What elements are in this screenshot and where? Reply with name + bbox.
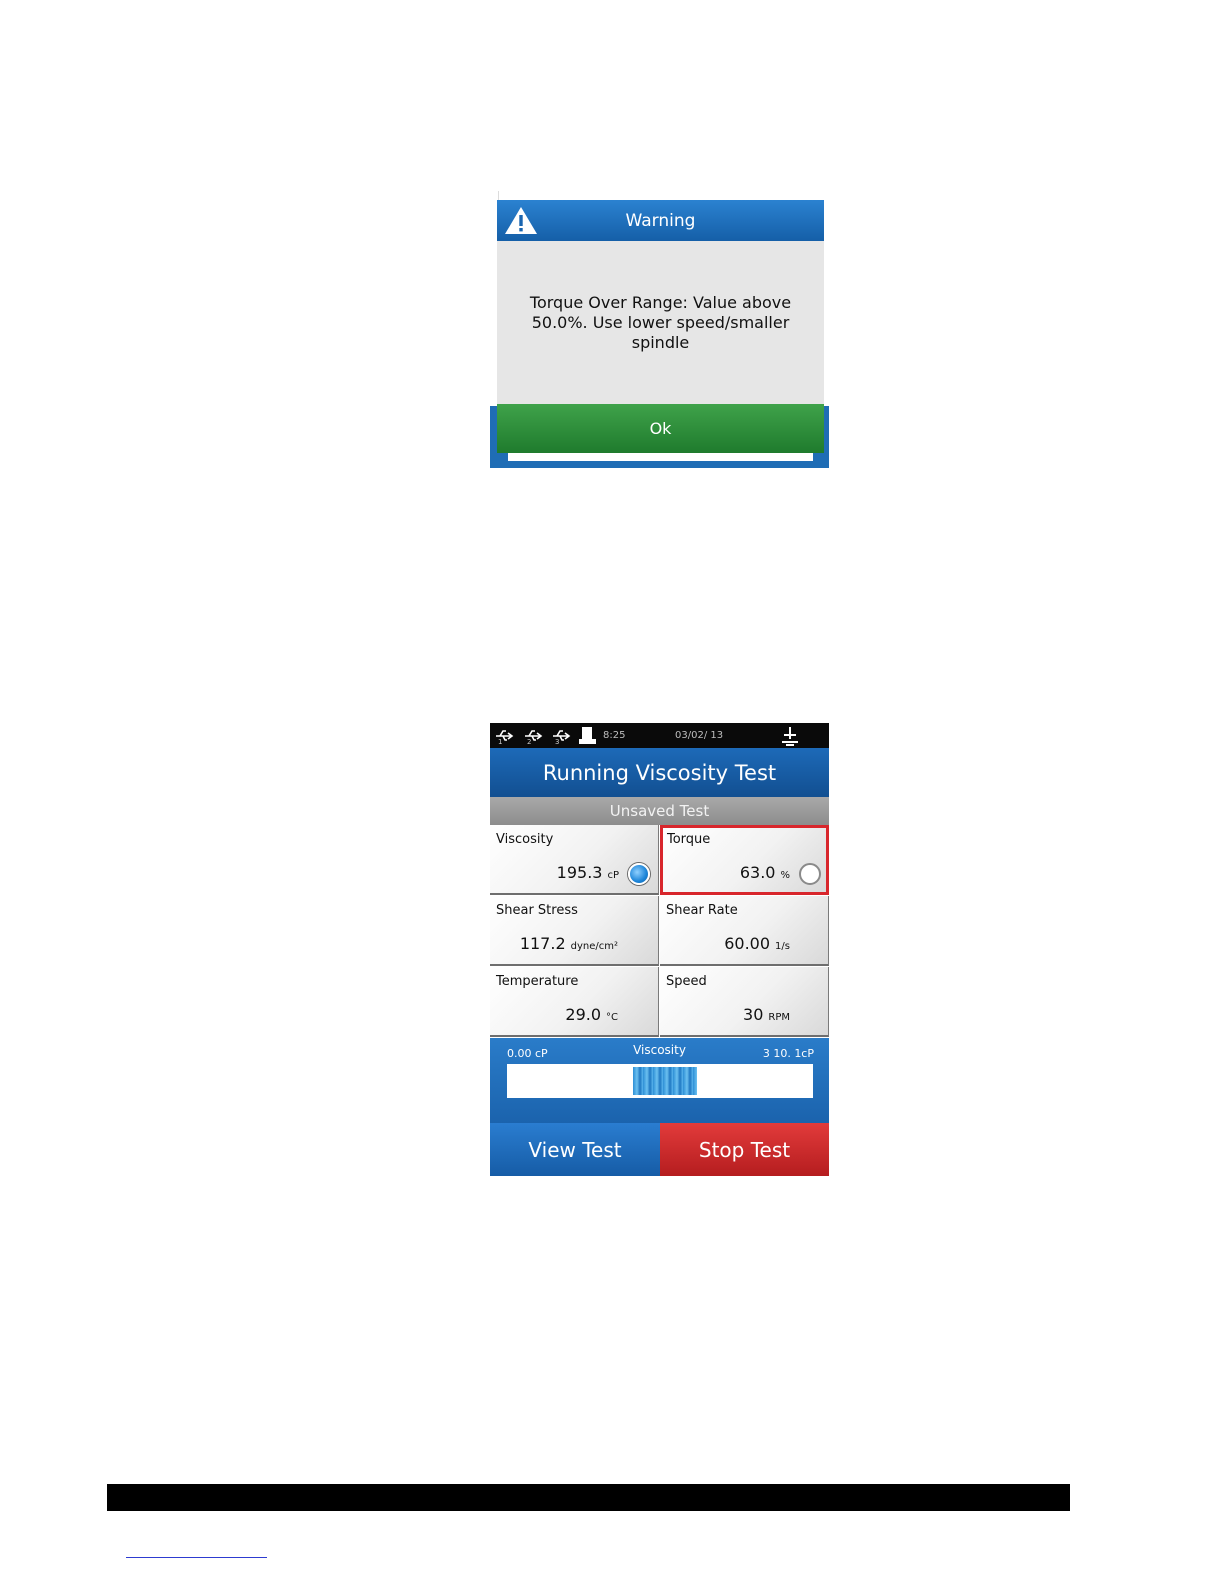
usb-port-number: 3 xyxy=(555,738,560,746)
dialog-backdrop-right xyxy=(824,191,829,406)
torque-reading[interactable] xyxy=(660,825,829,895)
warning-dialog xyxy=(490,191,829,468)
dialog-backdrop-bottom xyxy=(508,453,813,461)
reading-label: Temperature xyxy=(496,974,579,989)
reading-value: 117.2 xyxy=(519,934,566,953)
viscosity-gauge xyxy=(490,1038,829,1123)
unselected-indicator-icon xyxy=(799,863,821,885)
footer-link-underline[interactable] xyxy=(126,1557,267,1558)
reading-value-row xyxy=(520,934,618,953)
usb-icon xyxy=(523,726,543,746)
selected-indicator-icon xyxy=(628,863,650,885)
reading-value-row xyxy=(740,863,821,885)
speed-reading[interactable] xyxy=(660,967,829,1037)
gauge-max-label: 3 10. 1cP xyxy=(762,1047,814,1060)
reading-label: Torque xyxy=(667,832,711,847)
usb-icon xyxy=(551,726,571,746)
view-test-button[interactable]: View Test xyxy=(490,1123,660,1176)
test-status-label: Unsaved Test xyxy=(490,797,829,825)
shear-rate-reading[interactable] xyxy=(660,896,829,966)
reading-value: 30 xyxy=(743,1005,764,1024)
screen-title: Running Viscosity Test xyxy=(490,748,829,797)
reading-unit: dyne/cm² xyxy=(570,941,618,952)
usb-port-number: 1 xyxy=(498,738,503,746)
page-footer-bar xyxy=(107,1484,1070,1511)
usb-icon xyxy=(494,726,514,746)
warning-header xyxy=(497,200,824,241)
gauge-title: Viscosity xyxy=(633,1043,686,1057)
ok-button[interactable]: Ok xyxy=(497,404,824,453)
reading-label: Shear Rate xyxy=(666,903,738,918)
status-bar xyxy=(490,723,829,748)
reading-value-row xyxy=(565,1005,618,1024)
reading-value-row xyxy=(557,863,650,885)
shear-stress-reading[interactable] xyxy=(490,896,659,966)
reading-value-row xyxy=(743,1005,790,1024)
warning-triangle-icon xyxy=(503,205,539,236)
status-date: 03/02/ 13 xyxy=(675,730,724,741)
warning-title: Warning xyxy=(625,210,696,231)
reading-value: 60.00 xyxy=(724,934,771,953)
reading-unit: cP xyxy=(607,870,619,881)
reading-value: 63.0 xyxy=(739,863,776,882)
reading-label: Viscosity xyxy=(496,832,554,847)
reading-unit: °C xyxy=(606,1012,618,1023)
status-time: 8:25 xyxy=(603,730,626,741)
reading-unit: RPM xyxy=(768,1012,790,1023)
dialog-backdrop-top xyxy=(490,191,829,200)
gauge-track xyxy=(507,1064,813,1098)
reading-label: Speed xyxy=(666,974,707,989)
reading-label: Shear Stress xyxy=(496,903,578,918)
usb-port-number: 2 xyxy=(527,738,532,746)
probe-icon xyxy=(779,726,801,746)
running-test-screen xyxy=(490,723,829,1176)
stop-test-button[interactable]: Stop Test xyxy=(660,1123,829,1176)
temperature-reading[interactable] xyxy=(490,967,659,1037)
reading-value: 195.3 xyxy=(556,863,603,882)
warning-message: Torque Over Range: Value above 50.0%. Use lower speed/smaller spindle xyxy=(529,292,792,352)
printer-icon xyxy=(578,726,597,746)
reading-value-row xyxy=(724,934,790,953)
gauge-value-band xyxy=(633,1067,697,1095)
viscosity-reading[interactable] xyxy=(490,825,659,895)
reading-value: 29.0 xyxy=(565,1005,602,1024)
gauge-min-label: 0.00 cP xyxy=(507,1047,548,1060)
warning-message-area xyxy=(497,241,824,404)
reading-unit: 1/s xyxy=(775,941,790,952)
reading-unit: % xyxy=(780,870,790,881)
